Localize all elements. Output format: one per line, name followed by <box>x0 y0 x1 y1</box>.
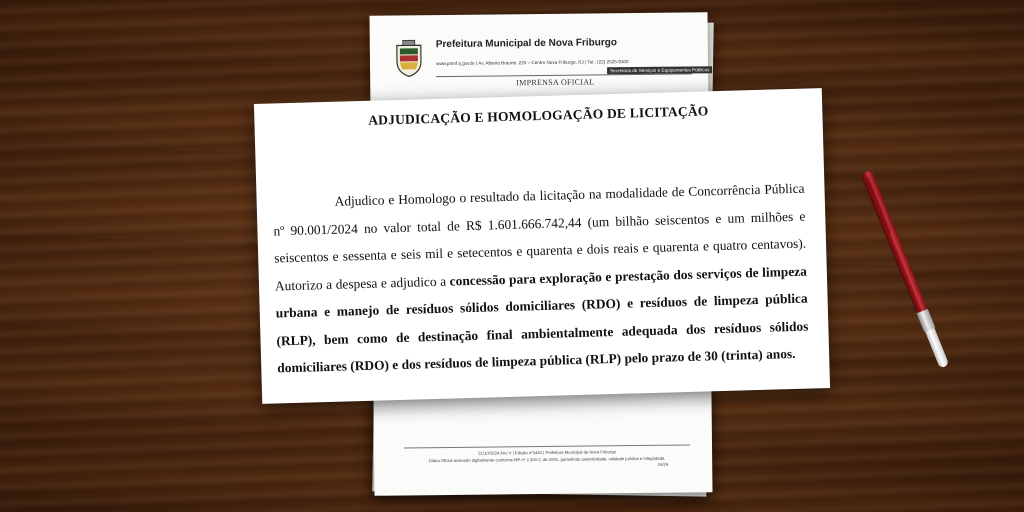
pen-tip <box>925 328 949 369</box>
section-label: IMPRENSA OFICIAL <box>516 77 595 88</box>
signature-notice: Diário Oficial assinado digitalmente conforme MP nº 2.200-2, de 2001, garantindo autenticidade, validade jurídica e integridade. <box>428 455 666 464</box>
notice-body-text: Adjudico e Homologo o resultado da licitação na modalidade de Concorrência Pública nº 90.001/2024 no valor total de R$ 1.601.666.742,44 (um bilhão seiscentos e um milhões e seiscentos e sessenta e seis mil e setecentos e quarenta e dois reais e quarenta e quatro centavos). Autorizo a despesa e adjudico a <box>273 180 807 293</box>
notice-body <box>272 175 809 382</box>
header-divider <box>436 73 692 77</box>
city-crest-icon <box>394 39 424 77</box>
pen-barrel <box>860 170 927 314</box>
department-badge: Secretaria de Serviços e Equipamentos Públicos <box>607 66 712 74</box>
page-number: 16/24 <box>657 461 669 467</box>
bid-award-notice <box>254 88 830 404</box>
gazette-header <box>394 32 710 95</box>
notice-title: ADJUDICAÇÃO E HOMOLOGAÇÃO DE LICITAÇÃO <box>368 103 709 128</box>
footer-divider <box>404 444 690 448</box>
pen-clip <box>866 177 891 234</box>
edition-info: 21/10/2024 Ano V | Edição nº2442 | Prefeitura Municipal de Nova Friburgo <box>478 449 616 456</box>
city-hall-title: Prefeitura Municipal de Nova Friburgo <box>435 37 617 51</box>
pen-icon <box>860 170 953 377</box>
city-hall-address: www.pmnf.rj.gov.br | Av. Alberto Braune, 225 – Centro Nova Friburgo, RJ | Tel.: (22) 2525-9100 <box>435 59 629 67</box>
notice-body-object: concessão para exploração e prestação dos serviços de limpeza urbana e manejo de resíduos sólidos domiciliares (RDO) e resíduos de limpeza pública (RLP), bem como de destinação final ambientalmente adequada dos resíduos sólidos domiciliares (RDO) e dos resíduos de limpeza pública (RLP) pelo prazo de 30 (trinta) anos. <box>275 263 809 376</box>
gazette-footer <box>402 444 692 469</box>
